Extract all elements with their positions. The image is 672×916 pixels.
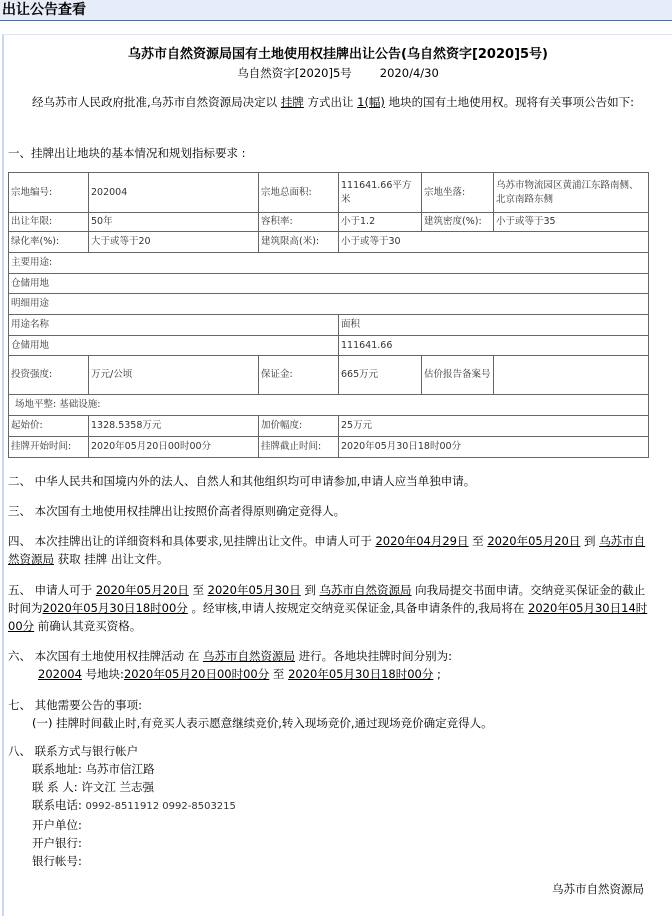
contact-person: 联 系 人: 许文江 兰志强 bbox=[32, 780, 154, 794]
table-row bbox=[9, 232, 649, 253]
text: 号地块: bbox=[81, 667, 124, 681]
contact-phone bbox=[8, 796, 648, 816]
cell: 小于1.2 bbox=[339, 213, 422, 232]
table-row bbox=[9, 395, 649, 416]
cell: 容积率: bbox=[259, 213, 339, 232]
parcel-count: 1(幅) bbox=[357, 95, 385, 109]
cell: 宗地总面积: bbox=[259, 173, 339, 213]
cell: 面积 bbox=[339, 315, 649, 336]
cell: 2020年05月30日18时00分 bbox=[339, 437, 649, 458]
cell: 绿化率(%): bbox=[9, 232, 89, 253]
cell: 大于或等于20 bbox=[89, 232, 259, 253]
date: 2020年05月30日14时00分 bbox=[8, 601, 648, 633]
section-2: 二、 中华人民共和国境内外的法人、自然人和其他组织均可申请参加,申请人应当单独申请。 bbox=[8, 474, 476, 488]
list-item: (一) 挂牌时间截止时,有竞买人表示愿意继续竞价,转入现场竞价,通过现场竞价确定竞得人。 bbox=[32, 716, 493, 730]
cell: 25万元 bbox=[339, 416, 649, 437]
section-4 bbox=[8, 532, 648, 568]
announcement bbox=[2, 34, 672, 916]
doc-subtitle bbox=[4, 65, 672, 81]
method: 挂牌 bbox=[280, 95, 304, 109]
cell: 宗地坐落: bbox=[422, 173, 494, 213]
section-8 bbox=[8, 742, 648, 870]
account-bank: 开户银行: bbox=[32, 836, 82, 850]
section-3: 三、 本次国有土地使用权挂牌出让按照价高者得原则确定竞得人。 bbox=[8, 504, 346, 518]
intro-paragraph bbox=[8, 93, 648, 112]
account-unit: 开户单位: bbox=[32, 818, 82, 832]
date: 2020年05月20日00时00分 bbox=[123, 667, 270, 681]
cell: 1328.5358万元 bbox=[89, 416, 259, 437]
cell: 挂牌截止时间: bbox=[259, 437, 339, 458]
cell: 仓储用地 bbox=[9, 336, 339, 356]
section-6 bbox=[8, 647, 648, 683]
doc-number: 乌自然资字[2020]5号 bbox=[237, 66, 352, 80]
text: 六、 本次国有土地使用权挂牌活动 在 bbox=[8, 649, 203, 663]
section-heading: 七、 其他需要公告的事项: bbox=[8, 698, 143, 712]
cell bbox=[494, 356, 649, 395]
organization: 乌苏市自然资源局 bbox=[202, 649, 295, 663]
section-5 bbox=[8, 581, 648, 635]
text: 向我局提交书面申请。交纳竞买保证金的截止时间为 bbox=[8, 583, 646, 615]
text: 到 bbox=[300, 583, 320, 597]
cell: 出让年限: bbox=[9, 213, 89, 232]
cell: 111641.66平方米 bbox=[339, 173, 422, 213]
contact-address: 联系地址: 乌苏市信江路 bbox=[32, 762, 155, 776]
label: 联系电话: bbox=[32, 798, 86, 812]
cell: 建筑密度(%): bbox=[422, 213, 494, 232]
cell: 小于或等于35 bbox=[494, 213, 649, 232]
section-7 bbox=[8, 696, 648, 732]
cell: 2020年05月20日00时00分 bbox=[89, 437, 259, 458]
date: 2020年04月29日 bbox=[375, 534, 469, 548]
text: 地块的国有土地使用权。现将有关事项公告如下: bbox=[388, 95, 634, 109]
cell: 投资强度: bbox=[9, 356, 89, 395]
organization: 乌苏市自然资源局 bbox=[8, 534, 646, 566]
table-row bbox=[9, 213, 649, 232]
cell: 小于或等于30 bbox=[339, 232, 649, 253]
cell: 用途名称 bbox=[9, 315, 339, 336]
account-number: 银行帐号: bbox=[32, 854, 82, 868]
cell: 乌苏市物流园区黄浦江东路南侧、北京南路东侧 bbox=[494, 173, 649, 213]
doc-date: 2020/4/30 bbox=[379, 66, 439, 80]
date: 2020年05月30日18时00分 bbox=[288, 667, 434, 681]
table-row bbox=[9, 336, 649, 356]
text: 方式出让 bbox=[307, 95, 354, 109]
signature: 乌苏市自然资源局 bbox=[552, 882, 644, 896]
table-row bbox=[9, 274, 649, 294]
cell: 主要用途: bbox=[9, 253, 649, 274]
date: 2020年05月20日 bbox=[487, 534, 581, 548]
table-row bbox=[9, 253, 649, 274]
text: 至 bbox=[269, 667, 289, 681]
table-row bbox=[9, 173, 649, 213]
section-1-heading: 一、挂牌出让地块的基本情况和规划指标要求 : bbox=[8, 146, 246, 160]
table-row bbox=[9, 315, 649, 336]
table-row bbox=[9, 356, 649, 395]
text: ; bbox=[433, 667, 441, 681]
text: 。经审核,申请人按规定交纳竞买保证金,具备申请条件的,我局将在 bbox=[187, 601, 529, 615]
text: 至 bbox=[468, 534, 488, 548]
parcel-table bbox=[8, 172, 649, 458]
table-row bbox=[9, 294, 649, 315]
date: 2020年05月20日 bbox=[95, 583, 189, 597]
doc-title: 乌苏市自然资源局国有土地使用权挂牌出让公告(乌自然资字[2020]5号) bbox=[128, 47, 548, 62]
cell: 665万元 bbox=[339, 356, 422, 395]
cell: 估价报告备案号 bbox=[422, 356, 494, 395]
cell: 万元/公顷 bbox=[89, 356, 259, 395]
text: 前确认其竞买资格。 bbox=[34, 619, 142, 633]
text: 至 bbox=[188, 583, 208, 597]
cell: 111641.66 bbox=[339, 336, 649, 356]
cell: 保证金: bbox=[259, 356, 339, 395]
cell: 场地平整: 基础设施: bbox=[9, 395, 649, 416]
table-row bbox=[9, 437, 649, 458]
cell: 50年 bbox=[89, 213, 259, 232]
cell: 建筑限高(米): bbox=[259, 232, 339, 253]
cell: 仓储用地 bbox=[9, 274, 649, 294]
cell: 宗地编号: bbox=[9, 173, 89, 213]
cell: 加价幅度: bbox=[259, 416, 339, 437]
table-row bbox=[9, 416, 649, 437]
phone-number: 0992-8511912 0992-8503215 bbox=[85, 801, 236, 812]
date: 2020年05月30日18时00分 bbox=[42, 601, 188, 615]
cell: 挂牌开始时间: bbox=[9, 437, 89, 458]
page-header: 出让公告查看 bbox=[0, 0, 672, 21]
text: 到 bbox=[580, 534, 600, 548]
text: 进行。各地块挂牌时间分别为: bbox=[294, 649, 452, 663]
text: 五、 申请人可于 bbox=[8, 583, 96, 597]
section-heading: 八、 联系方式与银行帐户 bbox=[8, 744, 139, 758]
parcel-number: 202004 bbox=[38, 667, 82, 681]
date: 2020年05月30日 bbox=[207, 583, 301, 597]
organization: 乌苏市自然资源局 bbox=[319, 583, 412, 597]
text: 获取 挂牌 出让文件。 bbox=[54, 552, 169, 566]
cell: 明细用途 bbox=[9, 294, 649, 315]
text: 经乌苏市人民政府批准,乌苏市自然资源局决定以 bbox=[32, 95, 278, 109]
cell: 202004 bbox=[89, 173, 259, 213]
cell: 起始价: bbox=[9, 416, 89, 437]
text: 四、 本次挂牌出让的详细资料和具体要求,见挂牌出让文件。申请人可于 bbox=[8, 534, 376, 548]
